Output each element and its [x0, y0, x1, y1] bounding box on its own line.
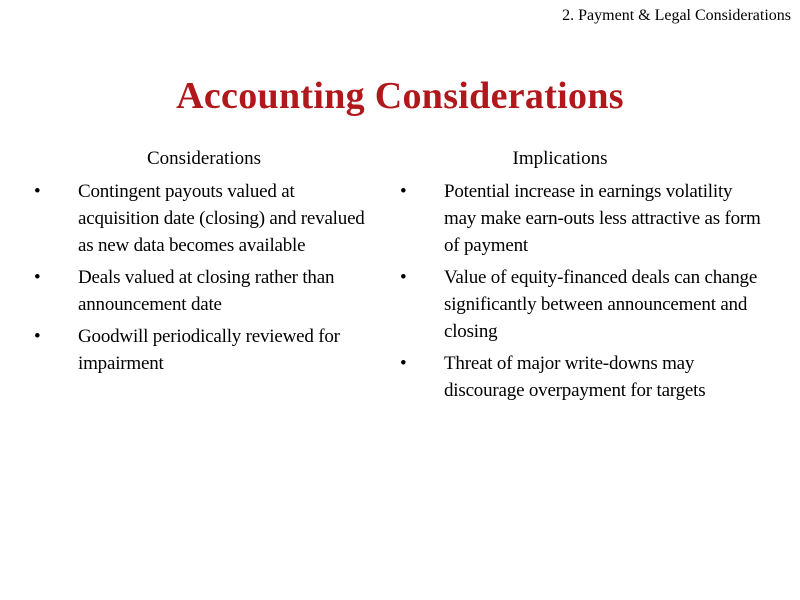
implications-list	[400, 178, 765, 404]
list-item-text: Potential increase in earnings volatility may make earn-outs less attractive as form of payment	[444, 181, 761, 256]
bullet-icon: •	[400, 181, 407, 202]
considerations-list	[34, 178, 380, 377]
considerations-heading: Considerations	[147, 148, 261, 169]
list-item-text: Goodwill periodically reviewed for impairment	[78, 326, 340, 374]
implications-column	[400, 146, 765, 409]
bullet-icon: •	[400, 267, 407, 288]
bullet-icon: •	[34, 267, 41, 288]
list-item	[34, 264, 380, 318]
section-label: 2. Payment & Legal Considerations	[562, 7, 791, 24]
list-item-text: Contingent payouts valued at acquisition date (closing) and revalued as new data becomes available	[78, 181, 365, 256]
bullet-icon: •	[34, 181, 41, 202]
list-item-text: Deals valued at closing rather than announcement date	[78, 267, 335, 315]
list-item	[400, 350, 765, 404]
slide-title: Accounting Considerations	[176, 75, 624, 117]
list-item	[34, 178, 380, 259]
bullet-icon: •	[34, 326, 41, 347]
considerations-column	[34, 146, 380, 382]
bullet-icon: •	[400, 353, 407, 374]
list-item	[400, 178, 765, 259]
implications-heading: Implications	[512, 148, 608, 169]
list-item-text: Threat of major write-downs may discourage overpayment for targets	[444, 353, 706, 401]
list-item-text: Value of equity-financed deals can change significantly between announcement and closing	[444, 267, 758, 342]
list-item	[400, 264, 765, 345]
list-item	[34, 323, 380, 377]
